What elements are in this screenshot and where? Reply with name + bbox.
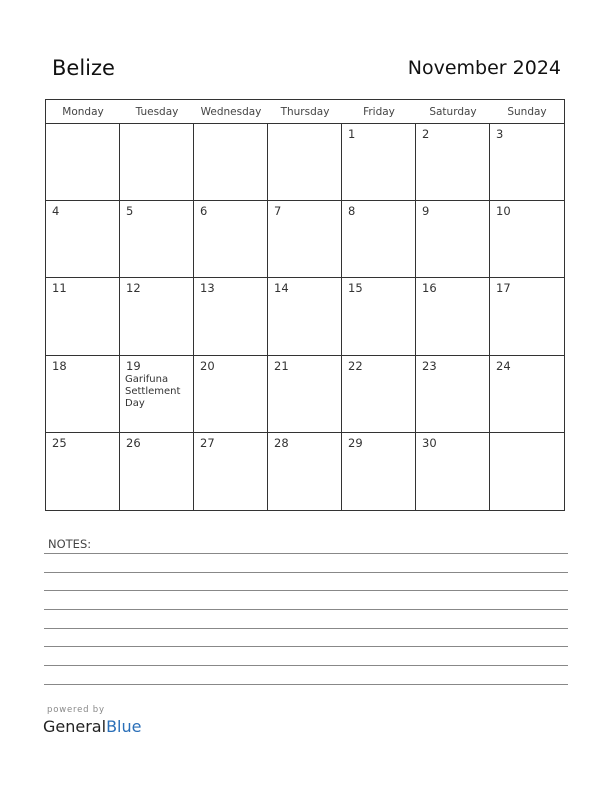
day-cell (120, 356, 194, 433)
day-cell (194, 201, 268, 278)
day-cell (268, 433, 342, 510)
day-number: 4 (52, 204, 60, 219)
weekday-header: Monday (46, 100, 120, 124)
day-cell (46, 433, 120, 510)
day-cell (268, 124, 342, 201)
brand-logo-general: General (43, 717, 107, 736)
day-number: 5 (126, 204, 134, 219)
day-cell (268, 201, 342, 278)
day-cell (120, 201, 194, 278)
notes-line (44, 590, 568, 591)
notes-line (44, 572, 568, 573)
day-cell (490, 356, 564, 433)
day-number: 14 (274, 281, 289, 296)
day-number: 16 (422, 281, 437, 296)
day-cell (120, 278, 194, 355)
weekday-header: Sunday (490, 100, 564, 124)
day-cell (490, 124, 564, 201)
day-number: 13 (200, 281, 215, 296)
calendar-grid (45, 99, 565, 511)
weekday-header: Tuesday (120, 100, 194, 124)
day-number: 25 (52, 435, 67, 450)
day-cell (46, 356, 120, 433)
day-number: 6 (200, 204, 208, 219)
day-number: 3 (496, 127, 504, 141)
day-cell (416, 201, 490, 278)
day-cell (268, 278, 342, 355)
day-number: 17 (496, 281, 511, 296)
day-cell (268, 356, 342, 433)
powered-by-text: powered by (47, 705, 105, 715)
day-cell (416, 278, 490, 355)
day-cell (194, 356, 268, 433)
weekday-header: Thursday (268, 100, 342, 124)
day-number: 21 (274, 358, 289, 373)
day-number: 30 (422, 435, 437, 450)
notes-line (44, 646, 568, 647)
notes-line (44, 665, 568, 666)
day-number: 27 (200, 435, 215, 450)
brand-logo-blue: Blue (106, 717, 142, 736)
day-cell (490, 433, 564, 510)
holiday-label: Garifuna Settlement Day (125, 373, 181, 409)
day-cell (120, 124, 194, 201)
day-cell (46, 201, 120, 278)
day-cell (194, 278, 268, 355)
weekday-header: Saturday (416, 100, 490, 124)
day-cell (342, 124, 416, 201)
notes-line (44, 684, 568, 685)
day-cell (490, 278, 564, 355)
notes-line (44, 609, 568, 610)
day-number: 23 (422, 358, 437, 373)
day-cell (416, 356, 490, 433)
day-number: 24 (496, 358, 511, 373)
day-cell (46, 278, 120, 355)
weekday-header: Friday (342, 100, 416, 124)
day-cell (342, 433, 416, 510)
notes-line (44, 628, 568, 629)
notes-label: NOTES: (48, 537, 92, 551)
day-number: 2 (422, 127, 430, 141)
day-cell (120, 433, 194, 510)
day-number: 22 (348, 358, 363, 373)
day-number: 7 (274, 204, 282, 219)
day-cell (342, 356, 416, 433)
month-title: November 2024 (407, 57, 561, 79)
day-cell (490, 201, 564, 278)
day-cell (342, 201, 416, 278)
weekday-header: Wednesday (194, 100, 268, 124)
day-number: 18 (52, 358, 67, 373)
country-title: Belize (52, 56, 115, 80)
day-number: 1 (348, 127, 356, 141)
day-number: 12 (126, 281, 141, 296)
notes-line (44, 553, 568, 554)
day-cell (416, 124, 490, 201)
day-cell (194, 433, 268, 510)
day-number: 19 (126, 358, 141, 373)
day-number: 11 (52, 281, 67, 296)
day-cell (416, 433, 490, 510)
day-number: 26 (126, 435, 141, 450)
day-number: 10 (496, 204, 511, 219)
day-number: 9 (422, 204, 430, 219)
day-number: 29 (348, 435, 363, 450)
day-number: 8 (348, 204, 356, 219)
brand-logo[interactable] (43, 717, 141, 736)
day-cell (342, 278, 416, 355)
day-cell (46, 124, 120, 201)
day-number: 28 (274, 435, 289, 450)
day-cell (194, 124, 268, 201)
day-number: 15 (348, 281, 363, 296)
day-number: 20 (200, 358, 215, 373)
